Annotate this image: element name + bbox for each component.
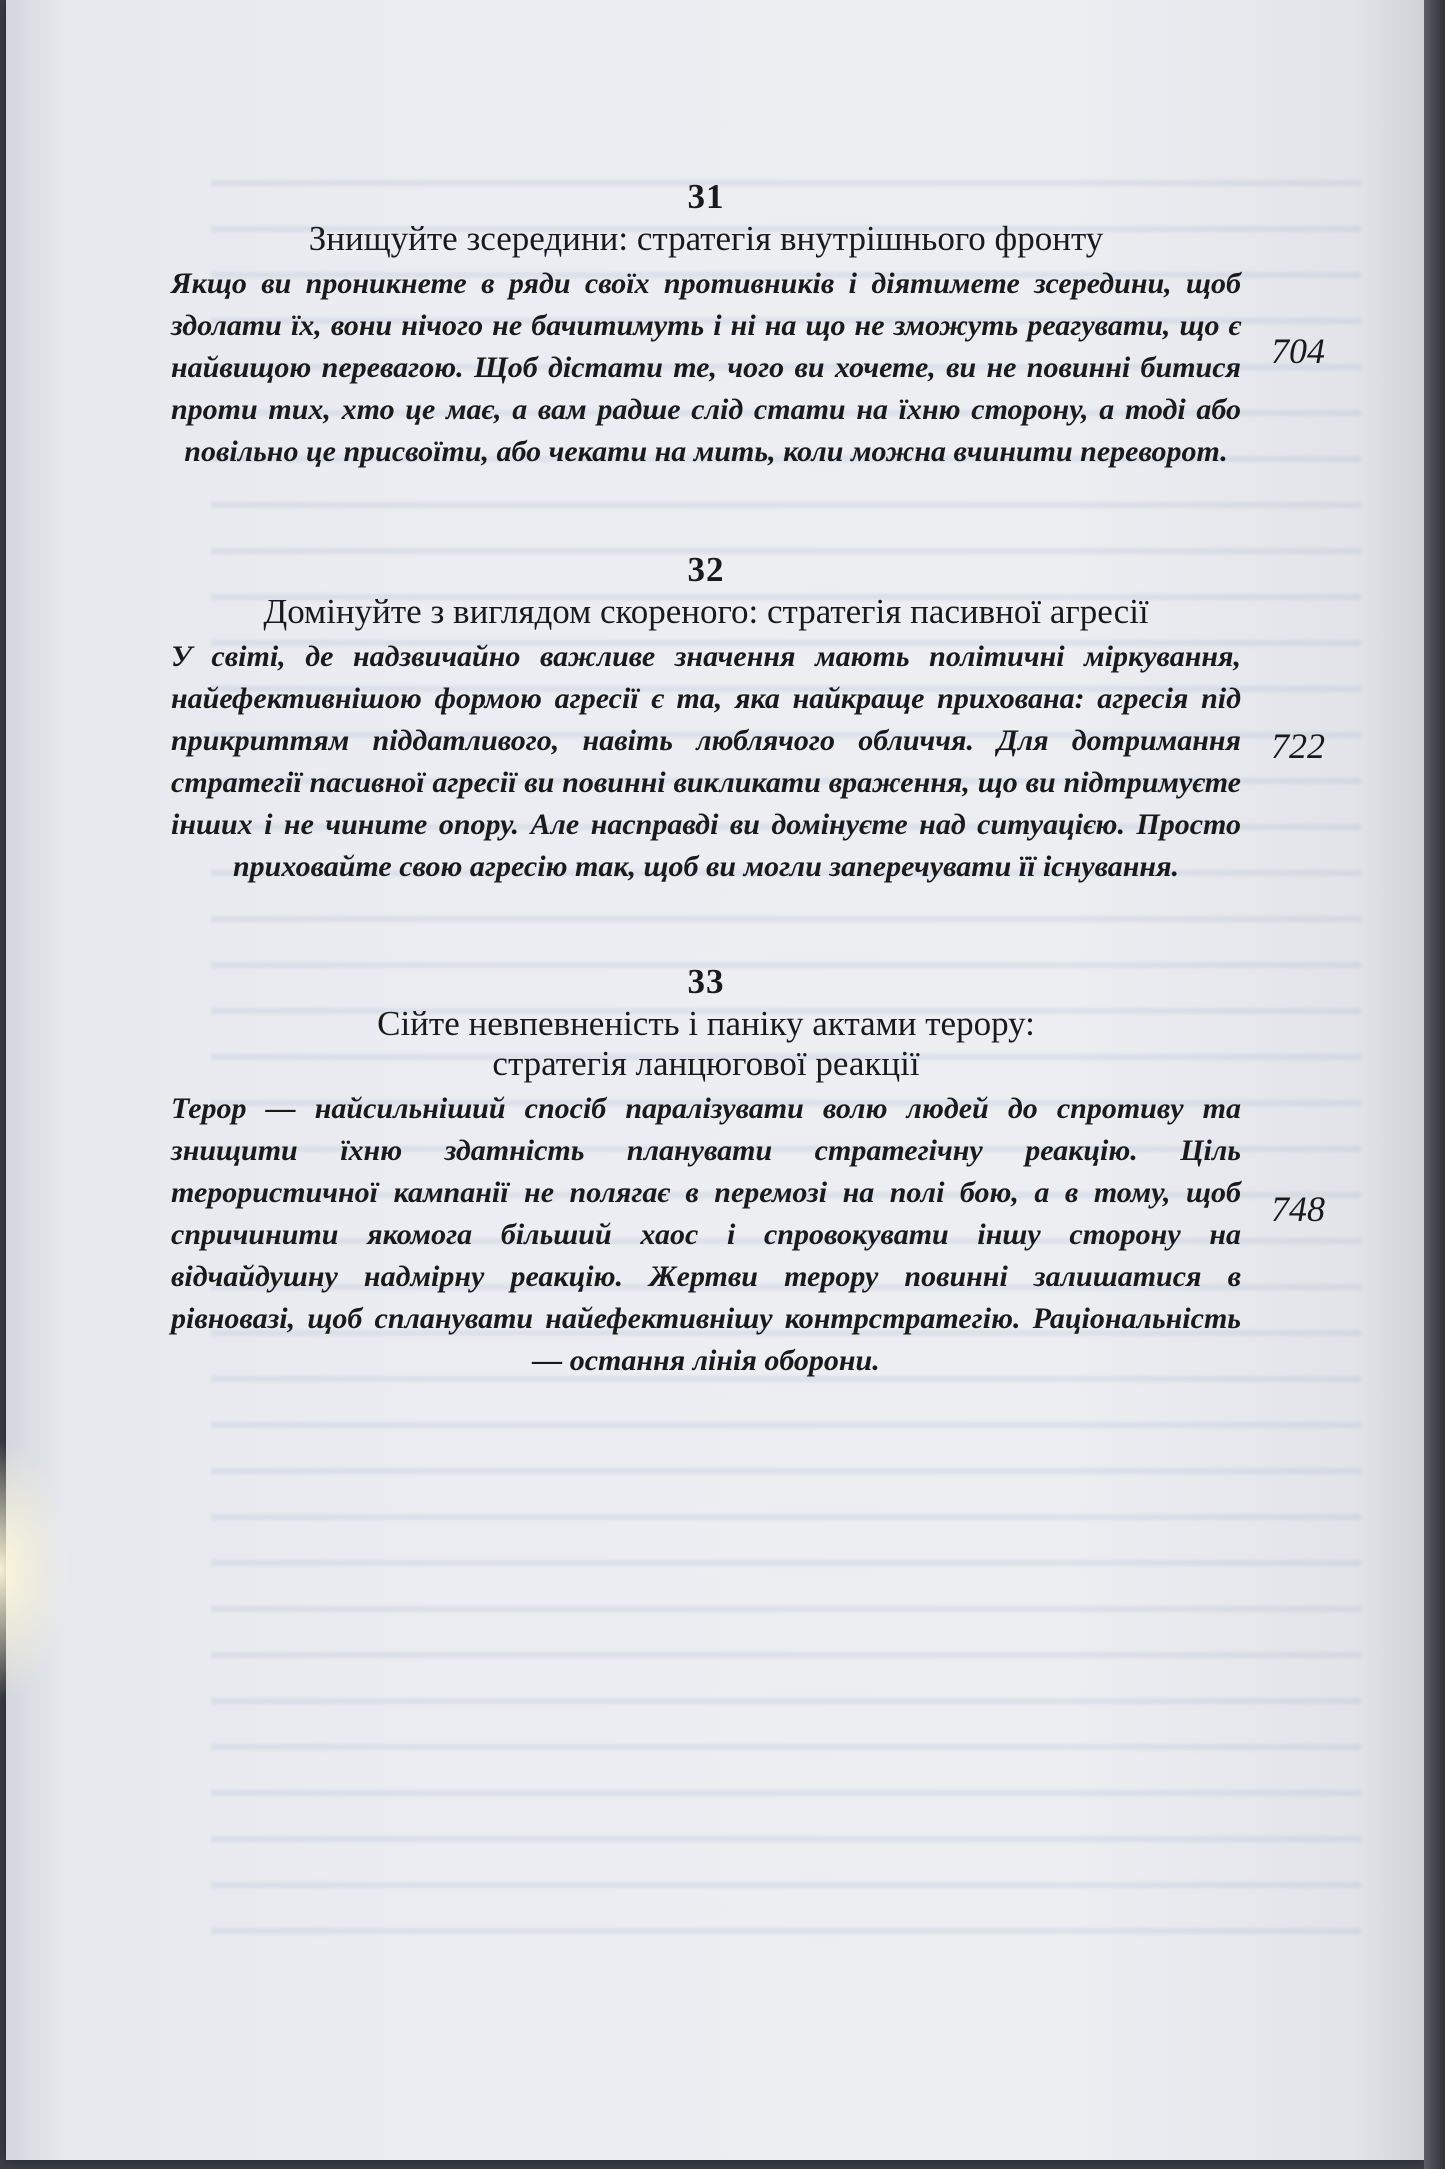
page-number: 722 bbox=[1271, 726, 1325, 766]
book-page bbox=[6, 0, 1424, 2160]
chapter-title-line-1: Сійте невпевненість і паніку актами терору: bbox=[377, 1004, 1035, 1043]
chapter-description: У світі, де надзвичайно важливе значення мають політичні міркування, найефективнішою формою агресії є та, яка найкраще прихована: агресія під прикриттям піддатливого, навіть люблячого обличчя. Для дотримання стратегії пасивної агресії ви повинні викликати враження, що ви підтримуєте інших і не чините опору. Але насправді ви домінуєте над ситуацією. Просто приховайте свою агресію так, щоб ви могли заперечувати її існування. bbox=[171, 640, 1241, 883]
toc-entry-31 bbox=[166, 175, 1246, 473]
toc-entry-32 bbox=[166, 548, 1246, 888]
chapter-number: 31 bbox=[687, 177, 725, 216]
chapter-title: Знищуйте зсередини: стратегія внутрішнього фронту bbox=[308, 219, 1104, 258]
chapter-description: Якщо ви проникнете в ряди своїх противників і діятимете зсередини, щоб здолати їх, вони нічого не бачитимуть і ні на що не зможуть реагувати, що є найвищою перевагою. Щоб дістати те, чого ви хочете, ви не повинні битися проти тих, хто це має, а вам радше слід стати на їхню сторону, а тоді або повільно це присвоїти, або чекати на мить, коли можна вчинити переворот. bbox=[171, 267, 1241, 468]
chapter-description: Терор — найсильніший спосіб паралізувати волю людей до спротиву та знищити їхню здатність планувати стратегічну реакцію. Ціль терористичної кампанії не полягає в перемозі на полі бою, а в тому, щоб спричинити якомога більший хаос і спровокувати іншу сторону на відчайдушну надмірну реакцію. Жертви терору повинні залишатися в рівновазі, щоб спланувати найефективнішу контрстратегію. Раціональність — остання лінія оборони. bbox=[171, 1092, 1241, 1377]
page-number: 748 bbox=[1271, 1189, 1325, 1229]
chapter-number: 32 bbox=[687, 550, 725, 589]
chapter-title-line-2: стратегія ланцюгової реакції bbox=[492, 1044, 920, 1083]
chapter-number: 33 bbox=[687, 962, 725, 1001]
toc-entry-33 bbox=[166, 960, 1246, 1382]
chapter-title: Домінуйте з виглядом скореного: стратегія пасивної агресії bbox=[263, 592, 1149, 631]
page-number: 704 bbox=[1271, 331, 1325, 371]
page-edge bbox=[1424, 0, 1445, 2169]
light-glare bbox=[0, 1440, 70, 1700]
